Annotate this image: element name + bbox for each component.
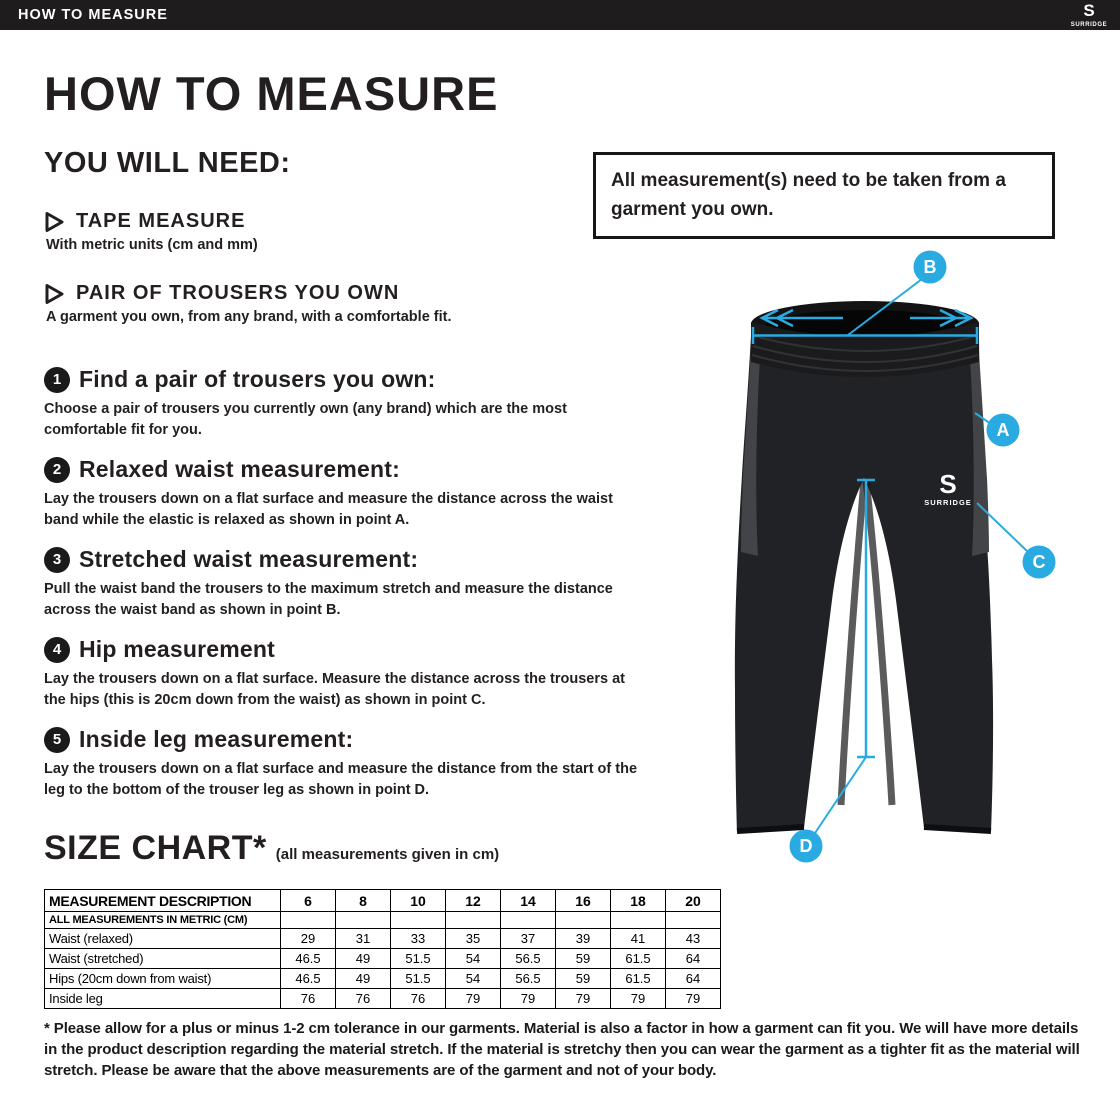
table-cell: 76 [336,989,391,1009]
point-b-label: B [923,257,937,277]
table-cell: 79 [556,989,611,1009]
step-title: Relaxed waist measurement: [79,456,400,482]
table-cell: 59 [556,949,611,969]
note-box [593,152,1055,239]
table-cell: 56.5 [501,949,556,969]
step-body: Lay the trousers down on a flat surface and measure the distance across the waist band while the elastic is relaxed as shown in point A. [44,491,613,528]
header-cell: 10 [391,890,446,912]
surridge-logo-icon [1066,1,1112,29]
header-cell: 12 [446,890,501,912]
step-number-badge: 2 [44,457,70,483]
header-cell: 6 [281,890,336,912]
step-title: Inside leg measurement: [79,726,354,752]
table-cell: 33 [391,929,446,949]
size-chart-subtitle: (all measurements given in cm) [275,846,500,863]
step-3 [44,546,650,621]
step-4 [44,636,650,711]
table-cell: 49 [336,949,391,969]
table-cell [391,912,446,929]
need-item-subtitle: With metric units (cm and mm) [46,237,258,253]
table-row [45,989,721,1009]
table-cell [611,912,666,929]
logo-initial: S [1083,1,1095,20]
table-cell: 64 [666,969,721,989]
triangle-bullet-icon [44,211,66,233]
table-cell [556,912,611,929]
need-item-title: PAIR OF TROUSERS YOU OWN [76,282,400,304]
surridge-logo [1066,1,1112,34]
step-body: Lay the trousers down on a flat surface and measure the distance from the start of the leg to the bottom of the trouser leg as shown in point D. [44,761,638,798]
step-number-badge: 1 [44,367,70,393]
step-body: Pull the waist band the trousers to the maximum stretch and measure the distance across the waist band as shown in point B. [44,581,613,618]
header-cell: 20 [666,890,721,912]
table-cell: 43 [666,929,721,949]
header-cell: 18 [611,890,666,912]
size-chart-heading [44,829,499,868]
pants-logo-initial: S [939,469,957,499]
table-cell: 61.5 [611,969,666,989]
table-cell: 54 [446,969,501,989]
table-cell: 46.5 [281,949,336,969]
row-label: Waist (relaxed) [45,929,281,949]
table-cell: 51.5 [391,949,446,969]
row-label: Hips (20cm down from waist) [45,969,281,989]
top-bar [0,0,1120,30]
page-title: HOW TO MEASURE [44,67,499,120]
table-cell: 79 [666,989,721,1009]
need-item-trousers [44,282,664,325]
need-item-subtitle: A garment you own, from any brand, with a comfortable fit. [46,309,452,325]
point-c-label: C [1032,552,1046,572]
table-cell [666,912,721,929]
table-metric-row [45,912,721,929]
measurement-diagram [700,240,1090,890]
step-title: Hip measurement [79,636,276,662]
table-cell: 79 [501,989,556,1009]
table-cell: 41 [611,929,666,949]
table-cell: 31 [336,929,391,949]
step-number-badge: 4 [44,637,70,663]
table-cell: 37 [501,929,556,949]
point-a-label: A [996,420,1010,440]
pants-logo-wordmark: SURRIDGE [924,498,972,507]
size-chart-title: SIZE CHART* [44,829,267,867]
note-text: All measurement(s) need to be taken from a garment you own. [611,170,1006,221]
step-body: Lay the trousers down on a flat surface. Measure the distance across the trousers at the hips (this is 20cm down from the waist) as shown in point C. [44,671,625,708]
triangle-bullet-icon [44,283,66,305]
step-5 [44,726,650,801]
table-header-row [45,890,721,912]
row-label: Waist (stretched) [45,949,281,969]
table-cell: 79 [446,989,501,1009]
topbar-title: HOW TO MEASURE [18,7,168,23]
table-cell: 51.5 [391,969,446,989]
table-row [45,949,721,969]
table-cell: 59 [556,969,611,989]
table-cell: 64 [666,949,721,969]
row-label: Inside leg [45,989,281,1009]
table-cell: 79 [611,989,666,1009]
header-cell: 14 [501,890,556,912]
tolerance-footnote: * Please allow for a plus or minus 1-2 cm tolerance in our garments. Material is also a factor in how a garment can fit you. We will have more details in the product description regarding the material stretch. If the material is stretchy then you can wear the garment as a tighter fit as the material will stretch. Please be aware that the above measurements are of the garment and not of your body. [44,1020,1080,1079]
trousers-illustration [735,301,993,832]
step-body: Choose a pair of trousers you currently own (any brand) which are the most comfortable fit for you. [44,401,567,438]
step-1 [44,366,650,441]
table-cell: 46.5 [281,969,336,989]
table-row [45,969,721,989]
you-will-need-heading: YOU WILL NEED: [44,147,291,179]
table-cell: 61.5 [611,949,666,969]
step-title: Find a pair of trousers you own: [79,366,436,392]
size-chart-table [44,889,721,1009]
table-cell: 35 [446,929,501,949]
table-row [45,929,721,949]
step-number-badge: 5 [44,727,70,753]
logo-wordmark: SURRIDGE [1070,22,1108,28]
table-cell: 76 [391,989,446,1009]
table-cell [501,912,556,929]
table-cell: 76 [281,989,336,1009]
table-cell: 49 [336,969,391,989]
step-2 [44,456,650,531]
step-title: Stretched waist measurement: [79,546,419,572]
table-cell: 54 [446,949,501,969]
step-number-badge: 3 [44,547,70,573]
table-cell [446,912,501,929]
metric-note-cell: ALL MEASUREMENTS IN METRIC (CM) [45,912,281,929]
table-cell [281,912,336,929]
header-cell: 8 [336,890,391,912]
header-cell: MEASUREMENT DESCRIPTION [45,890,281,912]
point-d-label: D [799,836,813,856]
table-cell: 39 [556,929,611,949]
need-item-title: TAPE MEASURE [76,210,246,232]
table-cell: 29 [281,929,336,949]
table-cell: 56.5 [501,969,556,989]
table-cell [336,912,391,929]
header-cell: 16 [556,890,611,912]
need-item-tape-measure [44,210,664,253]
